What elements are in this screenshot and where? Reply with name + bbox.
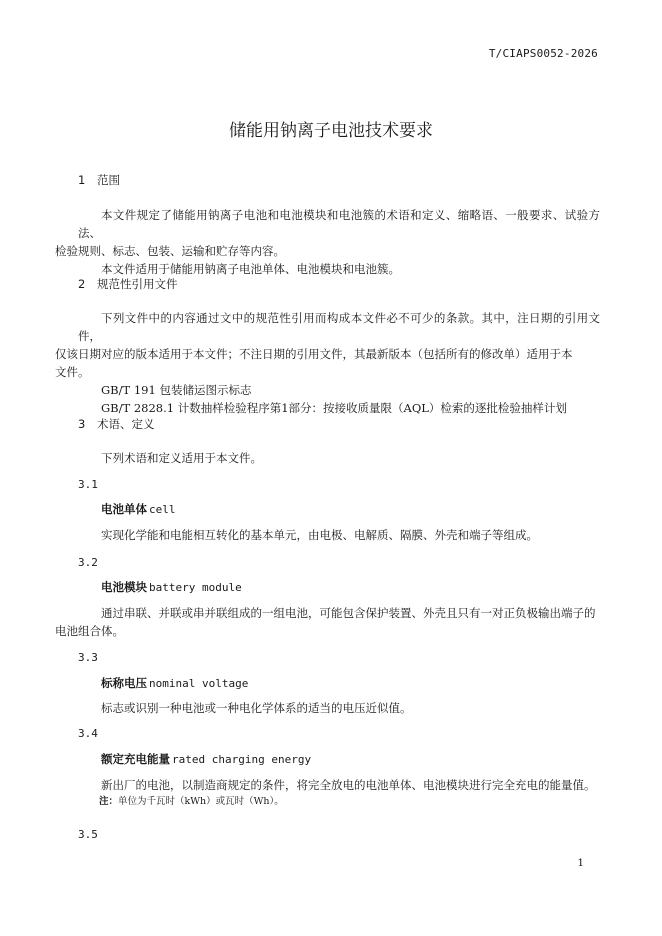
term-name: 电池模块 battery module [101, 580, 242, 594]
term-name: 额定充电能量 rated charging energy [101, 752, 312, 766]
section-2-body [55, 309, 600, 417]
term-name: 电池单体 cell [101, 502, 176, 516]
term-name: 标称电压 nominal voltage [101, 676, 249, 690]
section-3-intro: 下列术语和定义适用于本文件。 [101, 451, 262, 465]
section-3-number: 3 [78, 417, 86, 431]
normative-intro: 下列文件中的内容通过文中的规范性引用而构成本文件必不可少的条款。其中，注日期的引用文件， 仅该日期对应的版本适用于本文件；不注日期的引用文件，其最新版本（包括所有的修改单）适用于本 文件。 [55, 311, 600, 379]
scope-paragraph-1: 本文件规定了储能用钠离子电池和电池模块和电池簇的术语和定义、缩略语、一般要求、试验方法、 检验规则、标志、包装、运输和贮存等内容。 [55, 208, 600, 258]
term-note: 注：单位为千瓦时（kWh）或瓦时（Wh）。 [99, 796, 284, 807]
document-code: T/CIAPS0052-2026 [488, 47, 598, 60]
section-2-title: 规范性引用文件 [97, 277, 178, 291]
term-definition: 通过串联、并联或串并联组成的一组电池，可能包含保护装置、外壳且只有一对正负极输出端子的 电池组合体。 [55, 606, 596, 638]
term-number: 3.5 [78, 828, 98, 841]
term-number: 3.3 [78, 651, 98, 664]
page-number: 1 [577, 857, 584, 869]
section-1-heading [78, 172, 120, 188]
section-2-number: 2 [78, 277, 86, 291]
reference-gb191: GB/T 191 包装储运图示标志 [101, 383, 252, 397]
section-2-heading [78, 276, 178, 292]
section-3-heading [78, 416, 155, 432]
term-definition: 标志或识别一种电池或一种电化学体系的适当的电压近似值。 [101, 701, 412, 715]
term-number: 3.4 [78, 727, 98, 740]
section-3-title: 术语、定义 [97, 417, 155, 431]
term-definition: 实现化学能和电能相互转化的基本单元，由电极、电解质、隔膜、外壳和端子等组成。 [101, 528, 538, 542]
document-title: 储能用钠离子电池技术要求 [229, 121, 433, 141]
section-1-number: 1 [78, 173, 86, 187]
scope-paragraph-2: 本文件适用于储能用钠离子电池单体、电池模块和电池簇。 [101, 262, 400, 276]
term-number: 3.1 [78, 478, 98, 491]
reference-gb2828: GB/T 2828.1 计数抽样检验程序第1部分：按接收质量限（AQL）检索的逐批检验抽样计划 [101, 401, 567, 415]
term-definition: 新出厂的电池，以制造商规定的条件，将完全放电的电池单体、电池模块进行完全充电的能量值。 注：单位为千瓦时（kWh）或瓦时（Wh）。 [78, 776, 600, 810]
section-1-body [55, 206, 600, 278]
term-number: 3.2 [78, 556, 98, 569]
section-1-title: 范围 [97, 173, 120, 187]
